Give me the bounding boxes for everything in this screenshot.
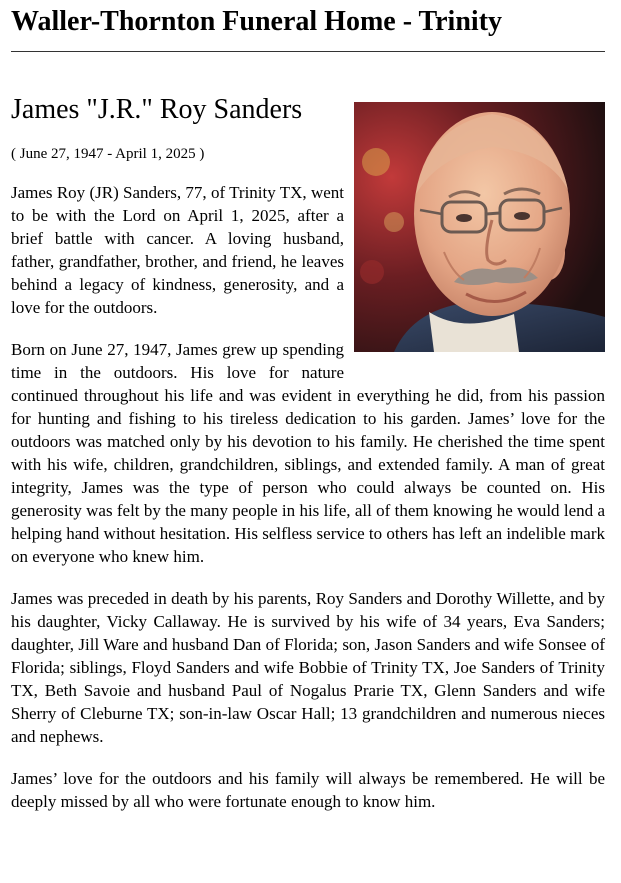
obituary-paragraph: James’ love for the outdoors and his family will always be remembered. He will be deeply missed by all who were fortunate enough to know him. — [11, 769, 605, 811]
title-divider — [11, 51, 605, 52]
deceased-name: James "J.R." Roy Sanders — [11, 94, 303, 125]
obituary-article — [11, 92, 605, 832]
obituary-paragraph: Born on June 27, 1947, James grew up spending time in the outdoors. His love for nature continued throughout his life and was evident in everything he did, from his passion for hunting and fishing to his tireless dedication to his garden. James’ love for the outdoors was matched only by his devotion to his family. He cherished the time spent with his wife, children, grandchildren, siblings, and extended family. A man of great integrity, James was the type of person who could always be counted on. His generosity was felt by the many people in his life, all of them knowing he would lend a helping hand without hesitation. His selfless service to others has left an indelible mark on everyone who knew him. — [11, 340, 605, 566]
obituary-paragraph: James was preceded in death by his parents, Roy Sanders and Dorothy Willette, and by his daughter, Vicky Callaway. He is survived by his wife of 34 years, Eva Sanders; daughter, Jill Ware and husband Dan of Florida; son, Jason Sanders and wife Sonsee of Florida; siblings, Floyd Sanders and wife Bobbie of Trinity TX, Joe Sanders of Trinity TX, Beth Savoie and husband Paul of Nogalus Prarie TX, Glenn Sanders and wife Sherry of Cleburne TX; son-in-law Oscar Hall; 13 grandchildren and numerous nieces and nephews. — [11, 589, 605, 746]
portrait-photo — [354, 102, 605, 352]
life-dates: ( June 27, 1947 - April 1, 2025 ) — [11, 146, 205, 162]
obituary-paragraph: James Roy (JR) Sanders, 77, of Trinity TX, went to be with the Lord on April 1, 2025, after a brief battle with cancer. A loving husband, father, grandfather, brother, and friend, he leaves behind a legacy of kindness, generosity, and a love for the outdoors. — [11, 183, 344, 317]
site-title: Waller-Thornton Funeral Home - Trinity — [11, 6, 503, 37]
